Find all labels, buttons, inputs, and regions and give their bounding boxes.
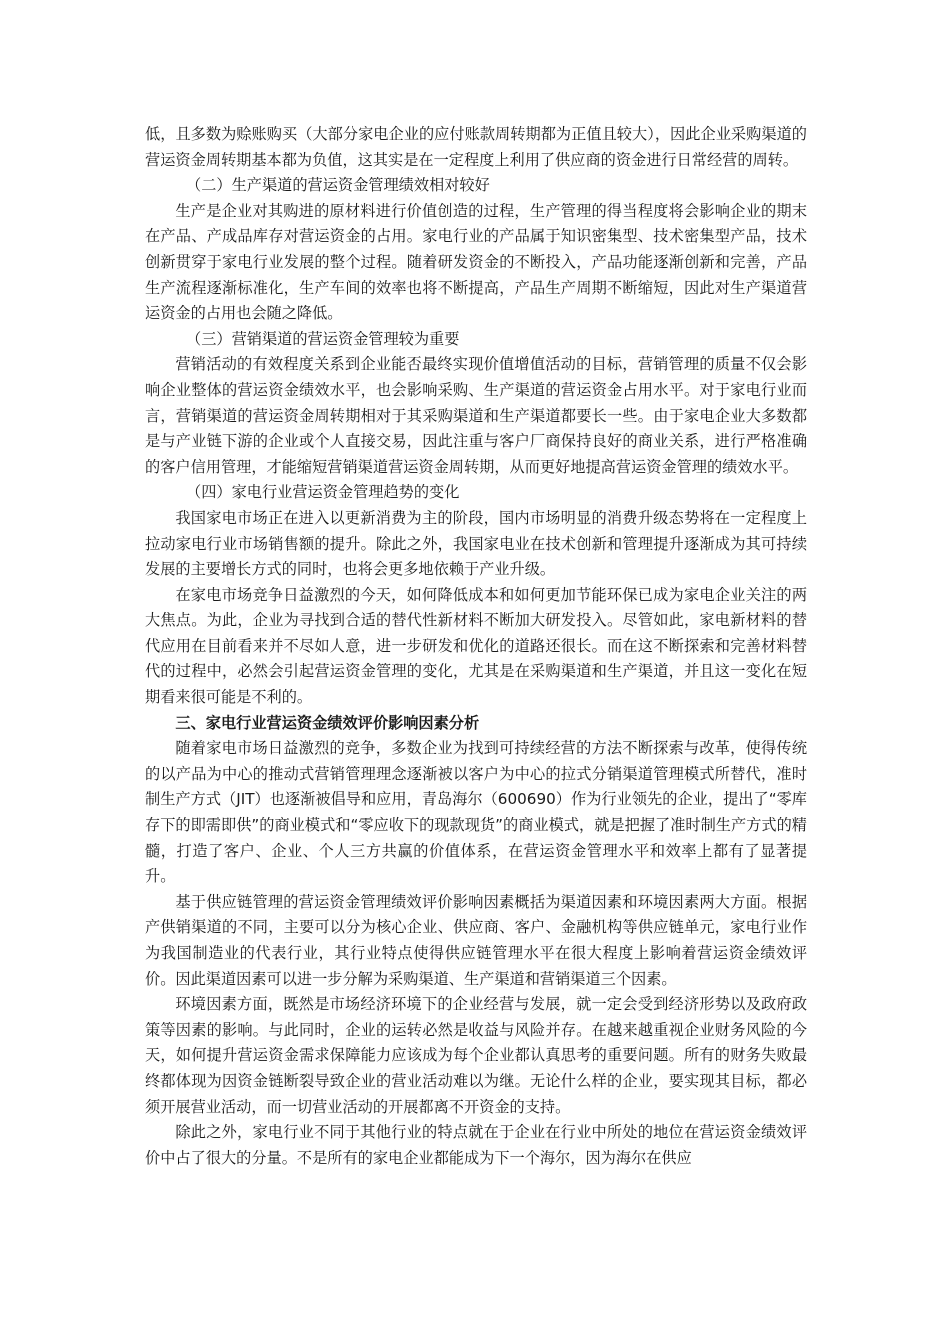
paragraph: 基于供应链管理的营运资金管理绩效评价影响因素概括为渠道因素和环境因素两大方面。根据产供销渠道的不同，主要可以分为核心企业、供应商、客户、金融机构等供应链单元，家电行业作为我国制造业的代表行业，其行业特点使得供应链管理水平在很大程度上影响着营运资金绩效评价。因此渠道因素可以进一步分解为采购渠道、生产渠道和营销渠道三个因素。 <box>145 892 807 988</box>
paragraph: 生产是企业对其购进的原材料进行价值创造的过程，生产管理的得当程度将会影响企业的期末在产品、产成品库存对营运资金的占用。家电行业的产品属于知识密集型、技术密集型产品，技术创新贯穿于家电行业发展的整个过程。随着研发资金的不断投入，产品功能逐渐创新和完善，产品生产流程逐渐标准化，生产车间的效率也将不断提高，产品生产周期不断缩短，因此对生产渠道营运资金的占用也会随之降低。 <box>145 201 807 323</box>
section-heading-3: 三、家电行业营运资金绩效评价影响因素分析 <box>175 713 480 732</box>
paragraph: 随着家电市场日益激烈的竞争，多数企业为找到可持续经营的方法不断探索与改革，使得传统的以产品为中心的推动式营销管理理念逐渐被以客户为中心的拉式分销渠道管理模式所替代，准时制生产方式（JIT）也逐渐被倡导和应用，青岛海尔（600690）作为行业领先的企业，提出了“零库存下的即需即供”的商业模式和“零应收下的现款现货”的商业模式，就是把握了准时制生产方式的精髓，打造了客户、企业、个人三方共赢的价值体系，在营运资金管理水平和效率上都有了显著提升。 <box>145 739 807 886</box>
subheading-3: （三）营销渠道的营运资金管理较为重要 <box>186 329 460 348</box>
paragraph: 除此之外，家电行业不同于其他行业的特点就在于企业在行业中所处的地位在营运资金绩效评价中占了很大的分量。不是所有的家电企业都能成为下一个海尔，因为海尔在供应 <box>145 1123 807 1167</box>
document-page <box>145 122 807 1171</box>
paragraph: 在家电市场竞争日益激烈的今天，如何降低成本和如何更加节能环保已成为家电企业关注的两大焦点。为此，企业为寻找到合适的替代性新材料不断加大研发投入。尽管如此，家电新材料的替代应用在目前看来并不尽如人意，进一步研发和优化的道路还很长。而在这不断探索和完善材料替代的过程中，必然会引起营运资金管理的变化，尤其是在采购渠道和生产渠道，并且这一变化在短期看来很可能是不利的。 <box>145 585 807 707</box>
paragraph: 营销活动的有效程度关系到企业能否最终实现价值增值活动的目标，营销管理的质量不仅会影响企业整体的营运资金绩效水平，也会影响采购、生产渠道的营运资金占用水平。对于家电行业而言，营销渠道的营运资金周转期相对于其采购渠道和生产渠道都要长一些。由于家电企业大多数都是与产业链下游的企业或个人直接交易，因此注重与客户厂商保持良好的商业关系，进行严格准确的客户信用管理，才能缩短营销渠道营运资金周转期，从而更好地提高营运资金管理的绩效水平。 <box>145 355 807 476</box>
subheading-2: （二）生产渠道的营运资金管理绩效相对较好 <box>186 176 490 195</box>
subheading-4: （四）家电行业营运资金管理趋势的变化 <box>186 483 460 502</box>
paragraph: 环境因素方面，既然是市场经济环境下的企业经营与发展，就一定会受到经济形势以及政府政策等因素的影响。与此同时，企业的运转必然是收益与风险并存。在越来越重视企业财务风险的今天，如何提升营运资金需求保障能力应该成为每个企业都认真思考的重要问题。所有的财务失败最终都体现为因资金链断裂导致企业的营业活动难以为继。无论什么样的企业，要实现其目标，都必须开展营业活动，而一切营业活动的开展都离不开资金的支持。 <box>145 995 807 1116</box>
paragraph-continued: 低，且多数为赊账购买（大部分家电企业的应付账款周转期都为正值且较大），因此企业采购渠道的营运资金周转期基本都为负值，这其实是在一定程度上利用了供应商的资金进行日常经营的周转。 <box>145 125 807 169</box>
paragraph: 我国家电市场正在进入以更新消费为主的阶段，国内市场明显的消费升级态势将在一定程度上拉动家电行业市场销售额的提升。除此之外，我国家电业在技术创新和管理提升逐渐成为其可持续发展的主要增长方式的同时，也将会更多地依赖于产业升级。 <box>145 508 807 579</box>
